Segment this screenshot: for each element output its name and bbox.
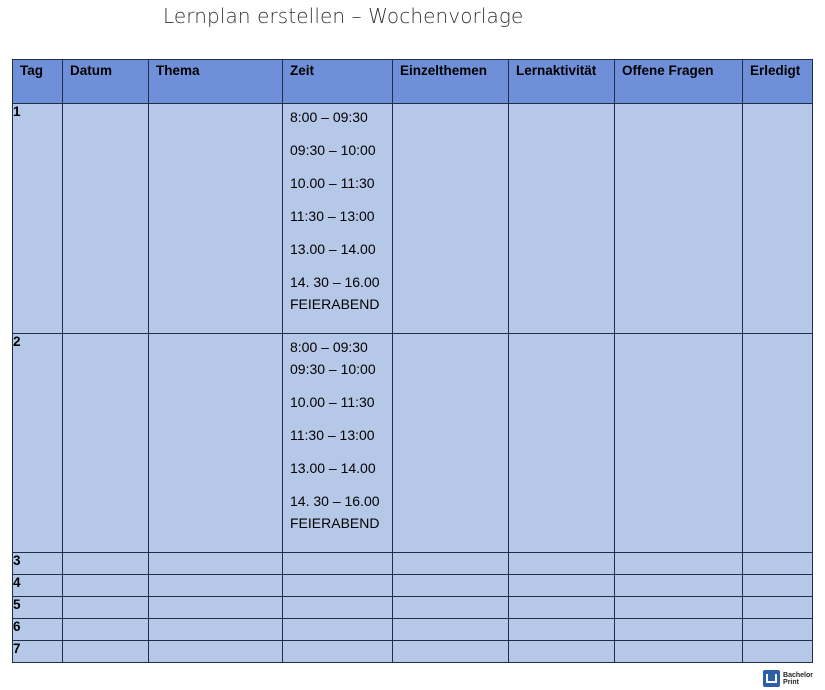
zeit-cell[interactable] <box>283 619 393 641</box>
lernaktivitaet-cell[interactable] <box>509 597 615 619</box>
erledigt-cell[interactable] <box>743 619 813 641</box>
tag-cell: 7 <box>13 641 63 663</box>
datum-cell[interactable] <box>63 334 149 553</box>
thema-cell[interactable] <box>149 104 283 334</box>
lernaktivitaet-cell[interactable] <box>509 575 615 597</box>
column-header-datum: Datum <box>63 60 149 104</box>
time-slot: 14. 30 – 16.00 FEIERABEND <box>290 274 380 312</box>
tag-cell: 6 <box>13 619 63 641</box>
zeit-cell[interactable] <box>283 553 393 575</box>
tag-cell: 4 <box>13 575 63 597</box>
offene-fragen-cell[interactable] <box>615 334 743 553</box>
logo-line1: Bachelor <box>783 671 813 679</box>
tag-cell: 1 <box>13 104 63 334</box>
table-row <box>13 641 813 663</box>
einzelthemen-cell[interactable] <box>393 553 509 575</box>
time-slot: 11:30 – 13:00 <box>290 208 375 224</box>
lernaktivitaet-cell[interactable] <box>509 104 615 334</box>
table-row <box>13 575 813 597</box>
zeit-cell[interactable] <box>283 597 393 619</box>
offene-fragen-cell[interactable] <box>615 619 743 641</box>
time-slot: 8:00 – 09:30 <box>290 339 368 355</box>
datum-cell[interactable] <box>63 104 149 334</box>
time-slot: 10.00 – 11:30 <box>290 394 375 410</box>
time-slot: 8:00 – 09:30 <box>290 109 368 125</box>
erledigt-cell[interactable] <box>743 104 813 334</box>
offene-fragen-cell[interactable] <box>615 597 743 619</box>
time-slot: 11:30 – 13:00 <box>290 427 375 443</box>
datum-cell[interactable] <box>63 641 149 663</box>
thema-cell[interactable] <box>149 641 283 663</box>
page-title: Lernplan erstellen – Wochenvorlage <box>163 4 524 28</box>
time-slot: 09:30 – 10:00 <box>290 361 376 377</box>
column-header-tag: Tag <box>13 60 63 104</box>
time-slot: 10.00 – 11:30 <box>290 175 375 191</box>
einzelthemen-cell[interactable] <box>393 641 509 663</box>
offene-fragen-cell[interactable] <box>615 553 743 575</box>
header-row <box>13 60 813 104</box>
erledigt-cell[interactable] <box>743 553 813 575</box>
einzelthemen-cell[interactable] <box>393 575 509 597</box>
column-header-zeit: Zeit <box>283 60 393 104</box>
zeit-cell[interactable] <box>283 641 393 663</box>
logo-line2: Print <box>783 678 799 686</box>
zeit-cell[interactable] <box>283 575 393 597</box>
einzelthemen-cell[interactable] <box>393 597 509 619</box>
column-header-lernaktivitaet: Lernaktivität <box>509 60 615 104</box>
time-slot: 14. 30 – 16.00 FEIERABEND <box>290 493 380 531</box>
book-icon <box>763 670 780 687</box>
datum-cell[interactable] <box>63 597 149 619</box>
einzelthemen-cell[interactable] <box>393 104 509 334</box>
datum-cell[interactable] <box>63 575 149 597</box>
logo-text <box>783 672 813 686</box>
thema-cell[interactable] <box>149 597 283 619</box>
table-row <box>13 597 813 619</box>
table-row <box>13 619 813 641</box>
lernaktivitaet-cell[interactable] <box>509 553 615 575</box>
time-slot: 13.00 – 14.00 <box>290 241 376 257</box>
thema-cell[interactable] <box>149 575 283 597</box>
weekly-plan-table <box>12 59 813 663</box>
offene-fragen-cell[interactable] <box>615 641 743 663</box>
time-slot: 09:30 – 10:00 <box>290 142 376 158</box>
einzelthemen-cell[interactable] <box>393 334 509 553</box>
erledigt-cell[interactable] <box>743 641 813 663</box>
thema-cell[interactable] <box>149 619 283 641</box>
erledigt-cell[interactable] <box>743 575 813 597</box>
zeit-cell[interactable] <box>283 334 393 553</box>
offene-fragen-cell[interactable] <box>615 104 743 334</box>
datum-cell[interactable] <box>63 619 149 641</box>
lernaktivitaet-cell[interactable] <box>509 334 615 553</box>
einzelthemen-cell[interactable] <box>393 619 509 641</box>
lernaktivitaet-cell[interactable] <box>509 619 615 641</box>
datum-cell[interactable] <box>63 553 149 575</box>
tag-cell: 3 <box>13 553 63 575</box>
lernaktivitaet-cell[interactable] <box>509 641 615 663</box>
column-header-thema: Thema <box>149 60 283 104</box>
table-row <box>13 104 813 334</box>
bachelorprint-logo <box>763 670 813 687</box>
column-header-erledigt: Erledigt <box>743 60 813 104</box>
table-row <box>13 553 813 575</box>
erledigt-cell[interactable] <box>743 597 813 619</box>
tag-cell: 2 <box>13 334 63 553</box>
column-header-einzelthemen: Einzelthemen <box>393 60 509 104</box>
column-header-offene-fragen: Offene Fragen <box>615 60 743 104</box>
tag-cell: 5 <box>13 597 63 619</box>
zeit-cell[interactable] <box>283 104 393 334</box>
thema-cell[interactable] <box>149 334 283 553</box>
table-row <box>13 334 813 553</box>
thema-cell[interactable] <box>149 553 283 575</box>
offene-fragen-cell[interactable] <box>615 575 743 597</box>
erledigt-cell[interactable] <box>743 334 813 553</box>
time-slot: 13.00 – 14.00 <box>290 460 376 476</box>
